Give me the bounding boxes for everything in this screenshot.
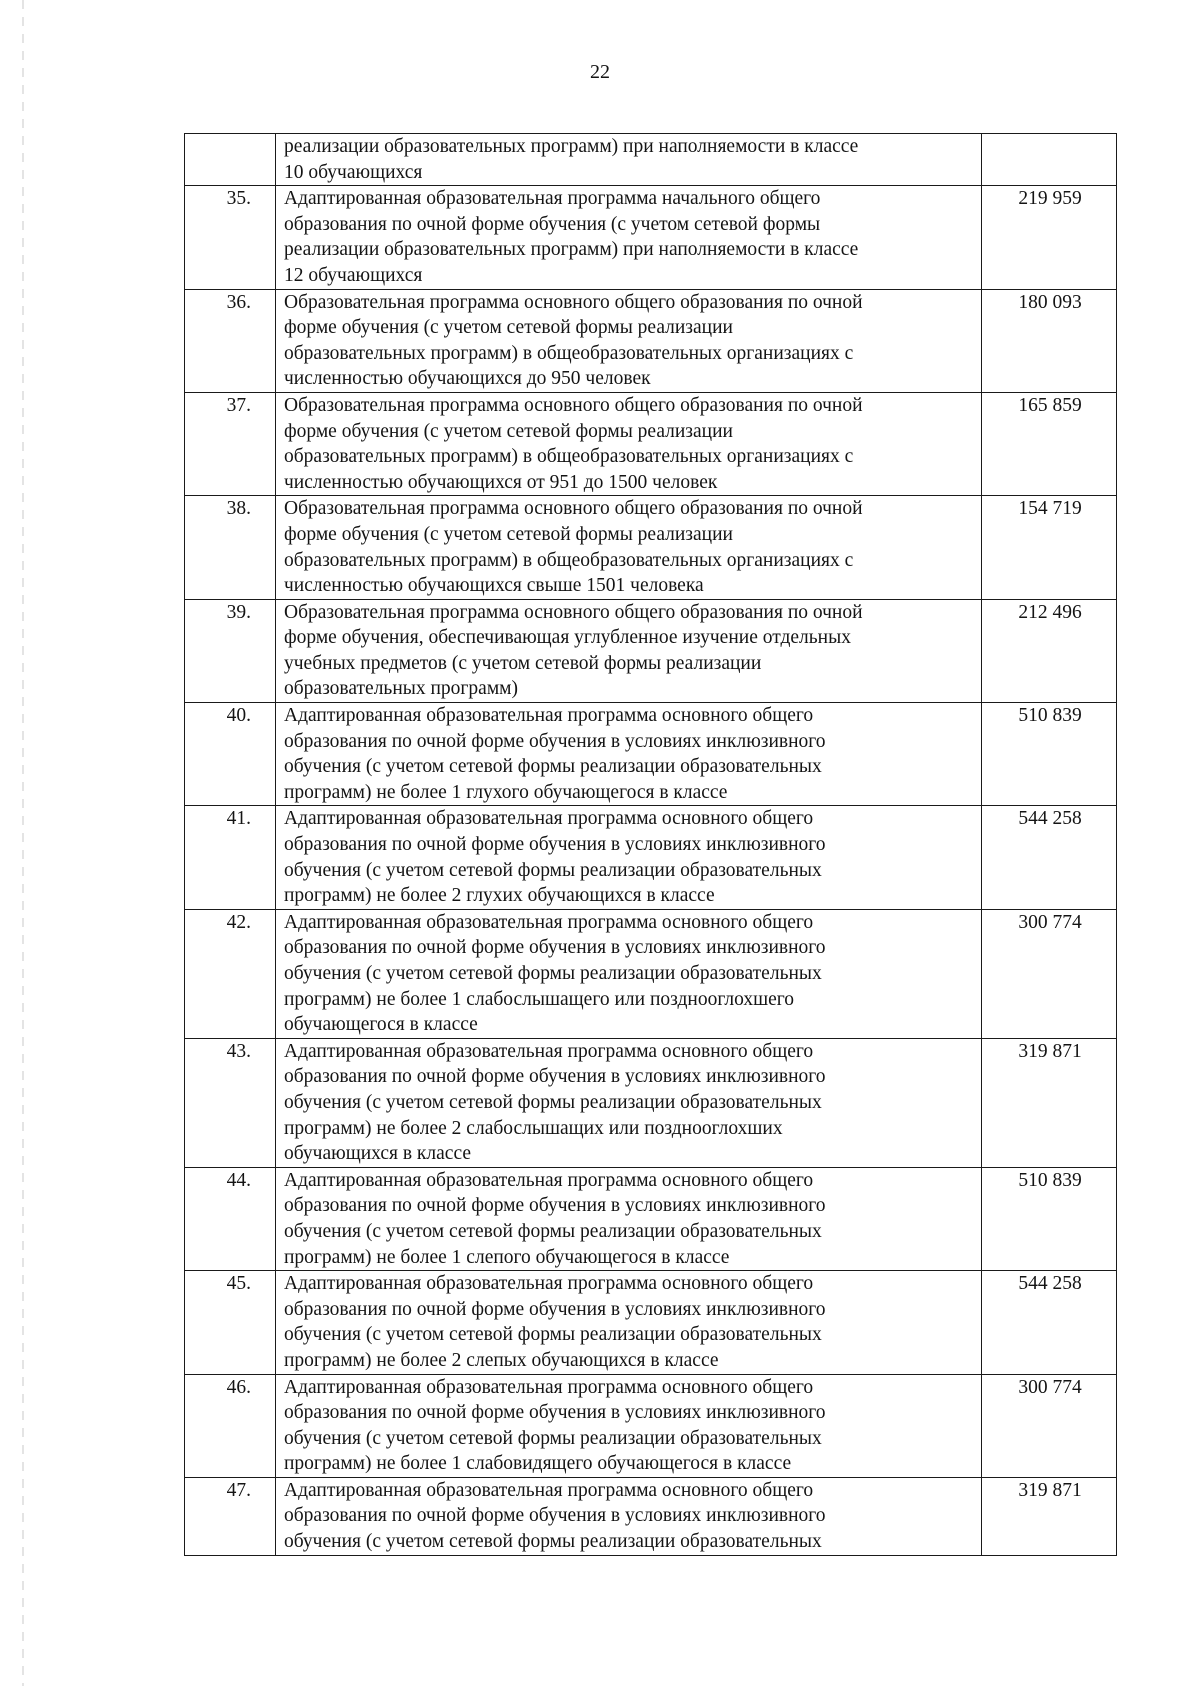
program-description xyxy=(276,289,982,392)
table-row xyxy=(185,909,1117,1038)
program-description-text: Адаптированная образовательная программа основного общего образования по очной форме обучения в условиях инклюзивного обучения (с учетом сетевой формы реализации образовательных программ) не более 1 слабовидящего обучающегося в классе xyxy=(284,1376,826,1475)
row-number: 45. xyxy=(185,1271,276,1374)
table-row xyxy=(185,392,1117,495)
program-description xyxy=(276,1374,982,1477)
program-description-text: Образовательная программа основного общего образования по очной форме обучения (с учетом сетевой формы реализации образовательных программ) в общеобразовательных организациях с численностью обучающихся свыше 1501 человека xyxy=(284,498,863,597)
program-description xyxy=(276,496,982,599)
program-cost: 154 719 xyxy=(982,496,1117,599)
table-row xyxy=(185,1167,1117,1270)
program-description xyxy=(276,1167,982,1270)
row-number: 36. xyxy=(185,289,276,392)
program-description xyxy=(276,1271,982,1374)
table-row xyxy=(185,186,1117,289)
table-row xyxy=(185,1038,1117,1167)
program-cost: 544 258 xyxy=(982,806,1117,909)
program-cost: 319 871 xyxy=(982,1477,1117,1555)
row-number: 43. xyxy=(185,1038,276,1167)
table-row xyxy=(185,134,1117,186)
program-description-text: Образовательная программа основного общего образования по очной форме обучения, обеспечивающая углубленное изучение отдельных учебных предметов (с учетом сетевой формы реализации образовательных программ) xyxy=(284,601,863,700)
program-cost: 510 839 xyxy=(982,703,1117,806)
row-number: 40. xyxy=(185,703,276,806)
program-cost: 544 258 xyxy=(982,1271,1117,1374)
program-description-text: Образовательная программа основного общего образования по очной форме обучения (с учетом сетевой формы реализации образовательных программ) в общеобразовательных организациях с численностью обучающихся до 950 человек xyxy=(284,291,863,390)
program-cost: 300 774 xyxy=(982,909,1117,1038)
row-number: 47. xyxy=(185,1477,276,1555)
table-row xyxy=(185,806,1117,909)
table-body xyxy=(185,134,1117,1556)
row-number: 44. xyxy=(185,1167,276,1270)
table-row xyxy=(185,496,1117,599)
program-cost-table xyxy=(184,133,1117,1556)
program-description-text: Адаптированная образовательная программа основного общего образования по очной форме обучения в условиях инклюзивного обучения (с учетом сетевой формы реализации образовательных программ) не более 1 глухого обучающегося в классе xyxy=(284,705,826,803)
program-cost: 212 496 xyxy=(982,599,1117,702)
program-description-text: Адаптированная образовательная программа основного общего образования по очной форме обучения в условиях инклюзивного обучения (с учетом сетевой формы реализации образовательных xyxy=(284,1479,826,1553)
table-row xyxy=(185,1374,1117,1477)
program-description xyxy=(276,1477,982,1555)
table-row xyxy=(185,289,1117,392)
program-description-text: Адаптированная образовательная программа основного общего образования по очной форме обучения в условиях инклюзивного обучения (с учетом сетевой формы реализации образовательных программ) не более 1 слабослышащего или позднооглохшего обучающегося в классе xyxy=(284,911,826,1036)
row-number: 42. xyxy=(185,909,276,1038)
row-number: 35. xyxy=(185,186,276,289)
table-row xyxy=(185,1477,1117,1555)
program-description-text: Адаптированная образовательная программа основного общего образования по очной форме обучения в условиях инклюзивного обучения (с учетом сетевой формы реализации образовательных программ) не более 2 слабослышащих или позднооглохших обучающихся в классе xyxy=(284,1040,826,1165)
program-cost: 319 871 xyxy=(982,1038,1117,1167)
row-number: 41. xyxy=(185,806,276,909)
program-description xyxy=(276,806,982,909)
row-number: 38. xyxy=(185,496,276,599)
program-description xyxy=(276,134,982,186)
program-description xyxy=(276,909,982,1038)
program-cost: 180 093 xyxy=(982,289,1117,392)
row-number: 37. xyxy=(185,392,276,495)
program-cost: 510 839 xyxy=(982,1167,1117,1270)
program-cost: 219 959 xyxy=(982,186,1117,289)
program-cost xyxy=(982,134,1117,186)
program-description xyxy=(276,1038,982,1167)
program-description-text: Адаптированная образовательная программа основного общего образования по очной форме обучения в условиях инклюзивного обучения (с учетом сетевой формы реализации образовательных программ) не более 1 слепого обучающегося в классе xyxy=(284,1169,826,1268)
program-description-text: Адаптированная образовательная программа начального общего образования по очной форме обучения (с учетом сетевой формы реализации образовательных программ) при наполняемости в классе 12 обучающихся xyxy=(284,188,859,286)
row-number: 46. xyxy=(185,1374,276,1477)
program-description-text: реализации образовательных программ) при наполняемости в классе 10 обучающихся xyxy=(284,136,859,183)
table-row xyxy=(185,599,1117,702)
table-row xyxy=(185,1271,1117,1374)
program-cost: 300 774 xyxy=(982,1374,1117,1477)
scan-edge xyxy=(22,0,24,1686)
program-description-text: Образовательная программа основного общего образования по очной форме обучения (с учетом сетевой формы реализации образовательных программ) в общеобразовательных организациях с численностью обучающихся от 951 до 1500 человек xyxy=(284,394,863,493)
program-description xyxy=(276,703,982,806)
program-description-text: Адаптированная образовательная программа основного общего образования по очной форме обучения в условиях инклюзивного обучения (с учетом сетевой формы реализации образовательных программ) не более 2 глухих обучающихся в классе xyxy=(284,808,826,907)
page-number: 22 xyxy=(590,61,610,83)
program-description xyxy=(276,392,982,495)
program-cost: 165 859 xyxy=(982,392,1117,495)
program-description xyxy=(276,186,982,289)
program-description-text: Адаптированная образовательная программа основного общего образования по очной форме обучения в условиях инклюзивного обучения (с учетом сетевой формы реализации образовательных программ) не более 2 слепых обучающихся в классе xyxy=(284,1273,826,1371)
table-row xyxy=(185,703,1117,806)
program-description xyxy=(276,599,982,702)
row-number xyxy=(185,134,276,186)
row-number: 39. xyxy=(185,599,276,702)
